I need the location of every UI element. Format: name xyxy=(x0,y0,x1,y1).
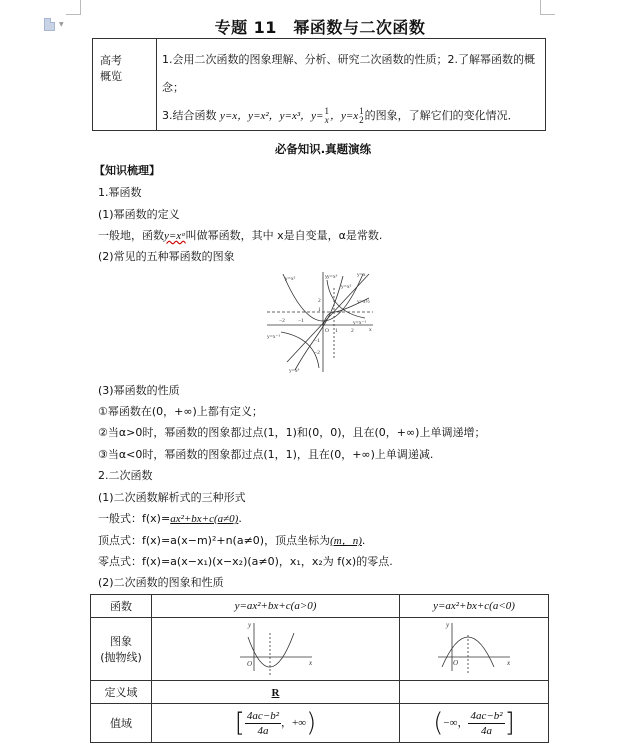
origin-label: O xyxy=(246,659,252,668)
tick-label: 1 xyxy=(335,328,338,334)
page-corner-mark xyxy=(66,0,81,15)
fraction-denominator: 4a xyxy=(481,724,493,737)
tick-label: −1 xyxy=(314,338,320,344)
overview-separator: ，y=x xyxy=(329,110,359,122)
fraction-denominator: x xyxy=(324,115,329,125)
overview-table xyxy=(92,38,546,131)
power-heading: 1.幂函数 xyxy=(98,186,142,199)
x-axis-label: x xyxy=(507,658,511,667)
range-fraction xyxy=(245,709,281,738)
left-paren: ( xyxy=(433,708,444,738)
quadratic-heading: 2.二次函数 xyxy=(98,469,153,482)
power-prop-1: ①幂函数在(0，+∞)上都有定义； xyxy=(98,405,263,418)
parabola-up-cell xyxy=(152,618,400,681)
power-prop-heading: (3)幂函数的性质 xyxy=(98,384,180,397)
table-row xyxy=(91,681,549,704)
def-text-a: 一般地，函数 xyxy=(98,229,164,242)
period: . xyxy=(238,512,242,525)
graph-row-label xyxy=(91,618,152,681)
fraction-denominator: 4a xyxy=(257,724,269,737)
domain-value-text: R xyxy=(271,686,280,699)
overview-text xyxy=(157,39,546,131)
power-def-heading: (1)幂函数的定义 xyxy=(98,208,180,221)
range-row-label: 值域 xyxy=(91,704,152,743)
fraction-denominator: 2 xyxy=(359,115,364,125)
left-bracket: [ xyxy=(234,708,245,738)
table-header-cell: y=ax²+bx+c(a<0) xyxy=(400,595,549,618)
quadratic-graph-heading: (2)二次函数的图象和性质 xyxy=(98,576,224,589)
curve-label: y=x½ xyxy=(357,299,370,305)
graph-row-label-line: (抛物线) xyxy=(100,651,142,664)
tick-label: 2 xyxy=(318,298,321,304)
table-row xyxy=(91,595,549,618)
power-prop-3: ③当α<0时，幂函数的图象都过点(1，1)，且在(0，+∞)上单调递减. xyxy=(98,448,434,461)
origin-label: O xyxy=(325,328,329,334)
vertex-form xyxy=(98,532,365,548)
range-tail: ，+∞ xyxy=(281,717,307,729)
exponent-fraction xyxy=(359,107,364,125)
general-form-label: 一般式：f(x)= xyxy=(98,512,171,525)
knowledge-heading: 【知识梳理】 xyxy=(94,164,160,177)
quadratic-forms-heading: (1)二次函数解析式的三种形式 xyxy=(98,491,246,504)
graph-row-label-line: 图象 xyxy=(110,635,132,648)
range-value-negative xyxy=(400,704,549,743)
curve-label: y=x² xyxy=(341,284,352,290)
table-header-cell: y=ax²+bx+c(a>0) xyxy=(152,595,400,618)
tick-label: −2 xyxy=(314,350,320,356)
general-form-formula: ax²+bx+c(a≠0) xyxy=(170,513,239,525)
zero-form: 零点式：f(x)=a(x−x₁)(x−x₂)(a≠0)，x₁，x₂为 f(x)的零点. xyxy=(98,555,393,568)
tick-label: −2 xyxy=(279,318,285,324)
y-axis-label: y xyxy=(325,274,328,280)
overview-functions: y=x，y=x²，y=x³，y= xyxy=(220,110,324,122)
curve-label: y=x xyxy=(357,272,366,278)
fraction xyxy=(324,107,329,125)
overview-line-1: 1.会用二次函数的图象理解、分析、研究二次函数的性质；2.了解幂函数的概念； xyxy=(162,53,535,94)
tick-label: −1 xyxy=(298,318,304,324)
fraction-numerator: 4ac−b² xyxy=(470,709,503,722)
domain-value-empty xyxy=(400,681,549,704)
overview-suffix: 的图象，了解它们的变化情况． xyxy=(364,109,519,122)
curve-label: y=x² xyxy=(285,276,296,282)
curve-label: y=x³ xyxy=(327,274,338,280)
y-axis-label: y xyxy=(446,620,450,629)
overview-label-line: 高考 xyxy=(100,54,122,67)
domain-value xyxy=(152,681,400,704)
fraction-numerator: 4ac−b² xyxy=(246,709,280,722)
overview-label xyxy=(93,39,157,131)
page-title: 专题 11 幂函数与二次函数 xyxy=(214,18,426,37)
power-function-graph xyxy=(265,268,375,376)
curve-label: y=x³ xyxy=(289,368,300,374)
overview-prefix: 3.结合函数 xyxy=(162,109,220,122)
vertex-form-label: 顶点式：f(x)=a(x−m)²+n(a≠0)，顶点坐标为 xyxy=(98,534,331,547)
y-axis-label: y xyxy=(247,620,251,629)
tick-label: 2 xyxy=(351,328,354,334)
overview-line-2 xyxy=(162,102,545,130)
range-head: −∞， xyxy=(443,717,469,729)
parabola-down-graph xyxy=(434,619,514,677)
x-axis-label: x xyxy=(369,327,372,333)
x-axis-label: x xyxy=(308,658,312,667)
power-prop-2: ②当α>0时，幂函数的图象都过点(1，1)和(0，0)，且在(0，+∞)上单调递增； xyxy=(98,426,486,439)
origin-label: O xyxy=(453,658,459,667)
quadratic-table xyxy=(90,594,549,743)
overview-label-line: 概览 xyxy=(100,70,122,83)
vertex-coordinate: (m，n) xyxy=(330,535,362,547)
parabola-up xyxy=(248,633,294,667)
right-bracket: ] xyxy=(504,708,515,738)
def-formula: y=xᵅ xyxy=(164,230,186,242)
parabola-up-graph xyxy=(236,619,316,677)
table-row xyxy=(91,704,549,743)
range-value-positive xyxy=(152,704,400,743)
tick-label: 1 xyxy=(318,307,321,313)
power-def-text xyxy=(98,227,382,243)
chevron-down-icon: ▼ xyxy=(59,21,64,28)
right-paren: ) xyxy=(306,708,317,738)
table-row xyxy=(91,618,549,681)
fraction-numerator: 1 xyxy=(359,106,364,116)
range-fraction xyxy=(468,709,504,738)
def-text-b: 叫做幂函数，其中 x是自变量，α是常数. xyxy=(185,229,383,242)
curve-label: y=x⁻¹ xyxy=(353,320,367,326)
section-heading: 必备知识.真题演练 xyxy=(274,142,372,156)
curve-label: y=x⁻¹ xyxy=(267,334,281,340)
page-corner-mark xyxy=(540,0,555,15)
domain-row-label: 定义域 xyxy=(91,681,152,704)
parabola-down-cell xyxy=(400,618,549,681)
general-form xyxy=(98,510,242,526)
power-graph-heading: (2)常见的五种幂函数的图象 xyxy=(98,250,235,263)
period: . xyxy=(361,534,366,547)
fraction-numerator: 1 xyxy=(324,106,329,116)
table-header-cell: 函数 xyxy=(91,595,152,618)
